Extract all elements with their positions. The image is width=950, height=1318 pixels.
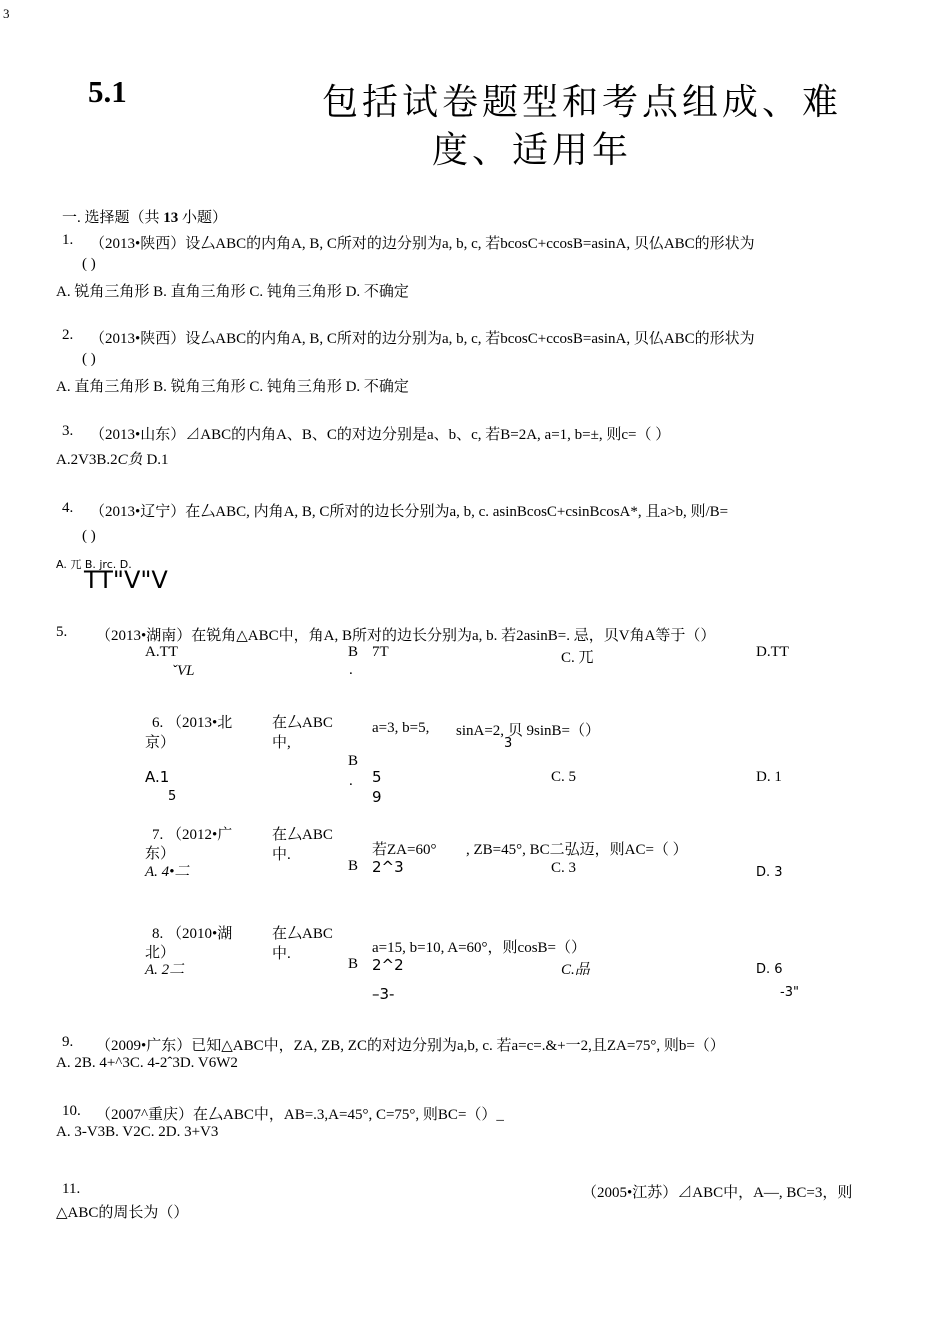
- heading-number: 5.1: [88, 74, 127, 109]
- q6-option-c: C. 5: [551, 769, 577, 785]
- q1-paren: ( ): [82, 256, 96, 272]
- q5-option-b-dot: .: [349, 662, 353, 678]
- q1-options: A. 锐角三角形 B. 直角三角形 C. 钝角三角形 D. 不确定: [56, 284, 409, 300]
- q11-line2: △ABC的周长为（）: [56, 1205, 189, 1221]
- q3-options: [56, 448, 169, 469]
- q8-condition: a=15, b=10, A=60°，则cosB=（）: [372, 940, 586, 956]
- q9-number: 9.: [62, 1034, 74, 1050]
- q11-number: 11.: [62, 1181, 81, 1197]
- q7-option-d: D. 3: [756, 865, 783, 880]
- q8-option-b-sub: –3-: [372, 985, 395, 1003]
- section-heading: [62, 206, 227, 227]
- q10-options: A. 3-V3B. V2C. 2D. 3+V3: [56, 1124, 219, 1140]
- section-suffix: 小题）: [182, 210, 228, 226]
- q8-option-b-value: 2^2: [372, 956, 404, 974]
- q2-text: （2013•陕西）设厶ABC的内角A, B, C所对的边分别为a, b, c, 若bcosC+ccosB=asinA, 贝仏ABC的形状为: [90, 331, 755, 347]
- q4-text: （2013•辽宁）在厶ABC, 内角A, B, C所对的边长分别为a, b, c. asinBcosC+csinBcosA*, 且a>b, 则/B=: [90, 504, 729, 520]
- q2-paren: ( ): [82, 351, 96, 367]
- q5-option-c: C. 兀: [561, 650, 594, 666]
- q6-condition2: sinA=2, 贝 9sinB=（）: [456, 723, 601, 739]
- section-count: 13: [163, 210, 179, 226]
- q10-text: （2007^重庆）在厶ABC中，AB=.3,A=45°, C=75°, 则BC=（）_: [96, 1107, 504, 1123]
- q1-number: 1.: [62, 232, 74, 248]
- q8-head: 8. （2010•湖: [152, 926, 233, 942]
- q11-text: （2005•江苏）⊿ABC中，A—, BC=3，则: [582, 1185, 853, 1201]
- page-number: 3: [3, 6, 10, 21]
- heading-title-line2: 度、适用年: [432, 130, 633, 171]
- q6-option-a-sub: 5: [168, 789, 177, 804]
- q6-head-line2: 京）: [145, 735, 176, 751]
- q5-option-b: B: [348, 644, 359, 660]
- q10-number: 10.: [62, 1103, 81, 1119]
- q4-paren: ( ): [82, 528, 96, 544]
- q6-mid2: 中,: [272, 735, 291, 751]
- q7-option-a-text: A. 4•二: [145, 864, 190, 880]
- q8-option-c: C.品: [561, 962, 590, 978]
- q8-option-d: D. 6: [756, 962, 783, 977]
- q6-option-b-dot: .: [349, 773, 353, 789]
- q3-option-ab: A.2V3B.2: [56, 452, 118, 468]
- q7-option-b-value: 2^3: [372, 858, 404, 876]
- q6-condition-sub: 3: [504, 736, 513, 751]
- q7-option-c: C. 3: [551, 860, 577, 876]
- q5-option-a-sub: ˇVL: [172, 663, 195, 679]
- q7-mid2: 中.: [272, 847, 291, 863]
- q8-option-b: B: [348, 956, 359, 972]
- q5-number: 5.: [56, 624, 68, 640]
- q1-text: （2013•陕西）设厶ABC的内角A, B, C所对的边分别为a, b, c, 若bcosC+ccosB=asinA, 贝仏ABC的形状为: [90, 236, 755, 252]
- q4-number: 4.: [62, 500, 74, 516]
- q8-option-a: [145, 958, 184, 979]
- q6-option-b-sub: 9: [372, 788, 382, 806]
- q6-option-b: B: [348, 753, 359, 769]
- q8-option-d-sub: -3": [780, 985, 799, 1000]
- q9-text: （2009•广东）已知△ABC中，ZA, ZB, ZC的对边分别为a,b, c. 若a=c=.&+一2,且ZA=75°, 则b=（）: [96, 1038, 725, 1054]
- q4-options-small: A. 兀 B. jrc. D.: [56, 558, 132, 571]
- q6-head: 6. （2013•北: [152, 715, 233, 731]
- q3-option-c: C负: [117, 452, 143, 468]
- q5-option-d: D.TT: [756, 644, 789, 660]
- q7-condition2: , ZB=45°, BC二弘迈，则AC=（ ）: [466, 842, 688, 858]
- q5-option-a: A.TT: [145, 644, 178, 660]
- q8-head-line2: 北）: [145, 945, 176, 961]
- section-prefix: 一. 选择题（共: [62, 210, 160, 226]
- q7-head-line2: 东）: [145, 846, 176, 862]
- q8-mid1: 在厶ABC: [272, 926, 333, 942]
- q5-option-b-value: 7T: [372, 644, 389, 660]
- q6-condition: a=3, b=5,: [372, 720, 430, 736]
- q6-option-b-value: 5: [372, 768, 382, 786]
- q6-mid1: 在厶ABC: [272, 715, 333, 731]
- q7-mid1: 在厶ABC: [272, 827, 333, 843]
- q8-option-a-text: A. 2二: [145, 962, 185, 978]
- q2-number: 2.: [62, 327, 74, 343]
- q6-option-a: A.1: [145, 768, 170, 786]
- q7-option-b: B: [348, 858, 359, 874]
- q7-option-a: [145, 860, 189, 881]
- q9-options: A. 2B. 4+^3C. 4-2ˆ3D. V6W2: [56, 1055, 238, 1071]
- q3-number: 3.: [62, 423, 74, 439]
- q3-text: （2013•山东）⊿ABC的内角A、B、C的对边分别是a、b、c, 若B=2A, a=1, b=±, 则c=（ ）: [90, 427, 671, 443]
- q5-text: （2013•湖南）在锐角△ABC中，角A, B所对的边长分别为a, b. 若2asinB=. 忌，贝V角A等于（）: [96, 628, 716, 644]
- q7-condition: 若ZA=60°: [372, 842, 437, 858]
- q3-option-d: D.1: [142, 452, 169, 468]
- q6-option-d: D. 1: [756, 769, 782, 785]
- q2-options: A. 直角三角形 B. 锐角三角形 C. 钝角三角形 D. 不确定: [56, 379, 409, 395]
- q4-options-big: TT"V"V: [84, 566, 168, 594]
- q7-head: 7. （2012•广: [152, 827, 233, 843]
- heading-title-line1: 包括试卷题型和考点组成、难: [322, 82, 843, 123]
- q8-mid2: 中.: [272, 946, 291, 962]
